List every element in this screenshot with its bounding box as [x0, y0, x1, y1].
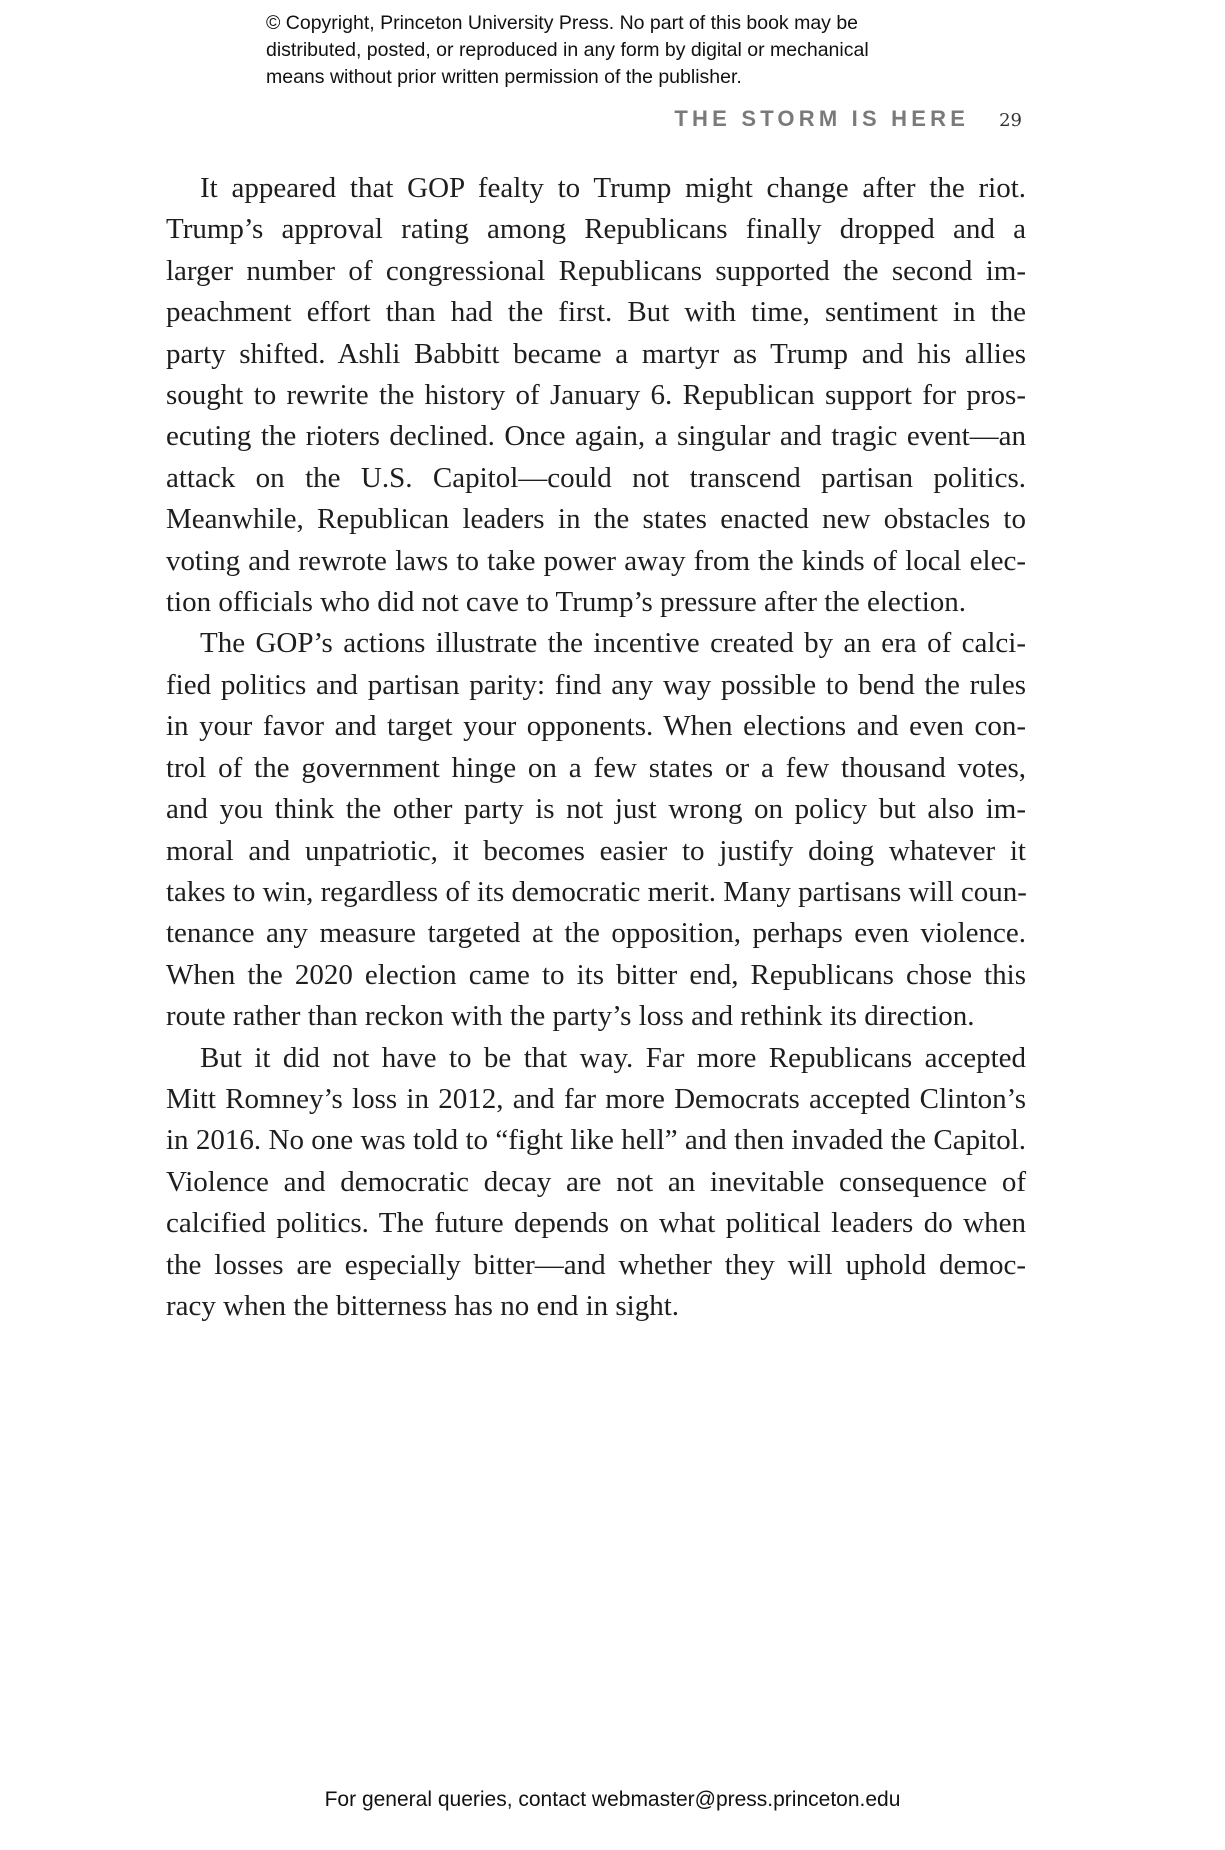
text-line: moral and unpatriotic, it becomes easier to justify doing whatever it: [166, 834, 1026, 867]
copyright-notice: [266, 10, 986, 91]
page-number: 29: [999, 110, 1022, 131]
text-line: fied politics and partisan parity: find any way possible to bend the rules: [166, 668, 1026, 701]
text-line: Violence and democratic decay are not an inevitable consequence of: [166, 1165, 1026, 1198]
footer-contact: For general queries, contact webmaster@press.princeton.edu: [324, 1788, 901, 1811]
copyright-line: distributed, posted, or reproduced in any form by digital or mechanical: [266, 39, 869, 61]
text-line: The GOP’s actions illustrate the incentive created by an era of calci-: [200, 627, 1026, 660]
text-line: Meanwhile, Republican leaders in the states enacted new obstacles to: [166, 503, 1026, 536]
text-line: route rather than reckon with the party’s loss and rethink its direction.: [166, 1000, 975, 1033]
text-line: ecuting the rioters declined. Once again, a singular and tragic event—an: [166, 420, 1026, 453]
text-line: It appeared that GOP fealty to Trump might change after the riot.: [200, 172, 1026, 204]
text-line: But it did not have to be that way. Far more Republicans accepted: [200, 1041, 1026, 1074]
text-line: attack on the U.S. Capitol—could not transcend partisan politics.: [166, 461, 1026, 494]
paragraph-2: [166, 623, 1026, 1037]
text-line: Trump’s approval rating among Republicans finally dropped and a: [166, 213, 1026, 246]
text-line: the losses are especially bitter—and whether they will uphold democ-: [166, 1248, 1026, 1281]
copyright-line: © Copyright, Princeton University Press. No part of this book may be: [266, 12, 859, 34]
running-head: [674, 106, 1022, 132]
text-line: trol of the government hinge on a few states or a few thousand votes,: [166, 751, 1026, 784]
text-line: tion officials who did not cave to Trump’s pressure after the election.: [166, 586, 967, 619]
text-line: peachment effort than had the first. But with time, sentiment in the: [166, 296, 1026, 329]
paragraph-3: [166, 1038, 1026, 1328]
text-line: takes to win, regardless of its democratic merit. Many partisans will coun-: [166, 875, 1027, 908]
running-head-title: THE STORM IS HERE: [674, 106, 970, 131]
text-line: larger number of congressional Republicans supported the second im-: [166, 254, 1026, 287]
text-line: When the 2020 election came to its bitter end, Republicans chose this: [166, 958, 1026, 991]
text-line: and you think the other party is not just wrong on policy but also im-: [166, 793, 1026, 826]
text-line: party shifted. Ashli Babbitt became a martyr as Trump and his allies: [166, 337, 1026, 370]
paragraph-1: [166, 168, 1026, 623]
text-line: racy when the bitterness has no end in sight.: [166, 1289, 680, 1322]
text-line: sought to rewrite the history of January 6. Republican support for pros-: [166, 379, 1026, 412]
text-line: voting and rewrote laws to take power away from the kinds of local elec-: [166, 544, 1026, 577]
text-line: tenance any measure targeted at the opposition, perhaps even violence.: [166, 917, 1026, 950]
body-text: [166, 168, 1026, 1327]
text-line: in your favor and target your opponents. When elections and even con-: [166, 710, 1026, 743]
text-line: Mitt Romney’s loss in 2012, and far more Democrats accepted Clinton’s: [166, 1082, 1026, 1115]
text-line: in 2016. No one was told to “fight like hell” and then invaded the Capitol.: [166, 1124, 1026, 1157]
text-line: calcified politics. The future depends on what political leaders do when: [166, 1207, 1026, 1240]
copyright-line: means without prior written permission of the publisher.: [266, 66, 742, 88]
